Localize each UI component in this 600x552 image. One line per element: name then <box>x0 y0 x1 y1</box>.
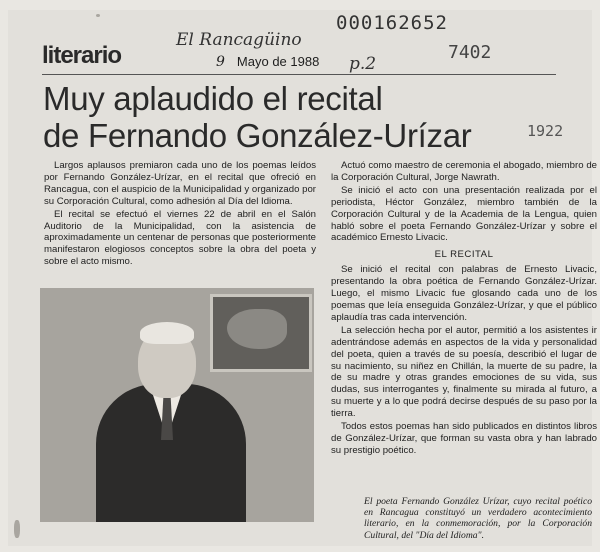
subheading: EL RECITAL <box>434 249 494 261</box>
poet-photo <box>40 288 314 522</box>
section-label: literario <box>42 42 122 69</box>
photo-painting <box>210 294 312 372</box>
side-mark: 1922 <box>527 122 564 140</box>
date-line <box>216 54 319 70</box>
paragraph: Se inició el acto con una presentación realizada por el periodista, Héctor González, miembro también de la Corporación Cultural y de la Academia de la Lengua, quien habló sobre el poeta Fernando González-Urízar y sobre el académico Ernesto Livacic. <box>331 184 597 244</box>
page-reference: p.2 <box>349 54 377 74</box>
archive-number: 7402 <box>448 42 492 63</box>
archive-code: 000162652 <box>336 12 448 34</box>
left-column <box>44 160 316 269</box>
headline-line-1: Muy aplaudido el recital <box>43 80 383 117</box>
headline <box>43 80 543 154</box>
paragraph: Largos aplausos premiaron cada uno de los poemas leídos por Fernando González-Urízar, en el recital que ofreció en Rancagua, con el auspicio de la Municipalidad y organizado por su Corporación Cultural, como adhesión al Día del Idioma. <box>44 160 316 207</box>
headline-line-2: de Fernando González-Urízar <box>43 117 472 154</box>
paragraph: El recital se efectuó el viernes 22 de abril en el Salón Auditorio de la Municipalidad, con la asistencia de aproximadamente un centenar de personas que posteriormente manifestaron elogiosos conceptos sobre la obra del poeta y sobre el acto mismo. <box>44 208 316 268</box>
photo-person-hair <box>140 322 194 344</box>
right-column <box>331 160 597 458</box>
date-printed: Mayo de 1988 <box>236 54 320 69</box>
date-day: 9 <box>216 54 225 70</box>
paper-speck <box>96 14 100 17</box>
paragraph: La selección hecha por el autor, permitió a los asistentes ir adentrándose además en aspectos de la vida y personalidad del poeta, quien a través de su poesía, describió el lugar de su nacimiento, su niñez en Chillán, la muerte de su padre, la de su madre y otras grandes emociones de su vida, sus dudas, sus interrogantes y, finalmente su mirada al futuro, a su muerte y a lo que podrá decirse después de su paso por la tierra. <box>331 324 597 420</box>
paragraph: Todos estos poemas han sido publicados en distintos libros de González-Urízar, que forman su vasta obra y han labrado su prestigio poético. <box>331 421 597 456</box>
header-rule <box>42 74 556 75</box>
photo-caption: El poeta Fernando González Urízar, cuyo recital poético en Rancagua constituyó un verdadero acontecimiento literario, en la conmemoración, por la Corporación Cultural, del "Día del Idioma". <box>364 496 592 541</box>
paragraph: Actuó como maestro de ceremonia el abogado, miembro de la Corporación Cultural, Jorge Nawrath. <box>331 160 597 183</box>
handwritten-source: El Rancagüino <box>176 30 302 50</box>
paragraph: Se inició el recital con palabras de Ernesto Livacic, presentando la obra poética de Fernando González-Urízar. Luego, el mismo Livacic fue glosando cada uno de los poemas que leía enseguida González-Urízar, y que el público aplaudía tras cada intervención. <box>331 264 597 323</box>
paper-mark <box>14 520 20 538</box>
